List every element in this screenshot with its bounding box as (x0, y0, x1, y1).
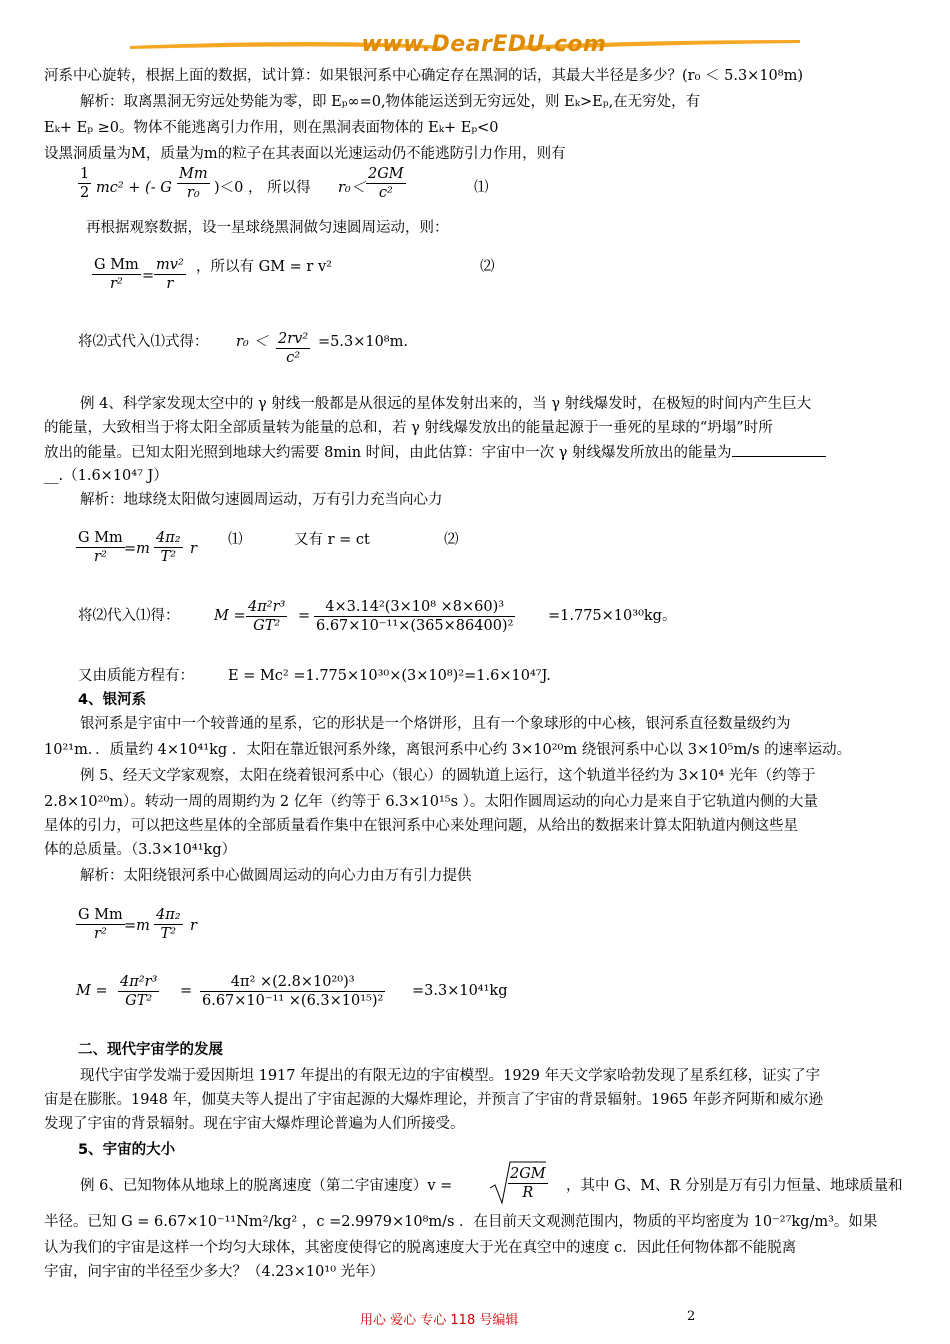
text-line: 发现了宇宙的背景辐射。现在宇宙大爆炸理论普遍为人们所接受。 (44, 1116, 465, 1132)
page-number: 2 (687, 1309, 696, 1324)
formula-part: M = (214, 608, 246, 624)
fraction: 2GM R (510, 1166, 546, 1201)
text-line: 半径。已知 G = 6.67×10⁻¹¹Nm²/kg² ，c =2.9979×10⁸m/s ．在目前天文观测范围内，物质的平均密度为 10⁻²⁷kg/m³。如果 (44, 1214, 878, 1230)
formula-part: r₀ ＜ (236, 334, 268, 350)
formula-part: =5.3×10⁸m. (318, 334, 408, 350)
text-line: 设黑洞质量为M，质量为m的粒子在其表面以光速运动仍不能逃防引力作用，则有 (44, 146, 566, 162)
text-line: 银河系是宇宙中一个较普通的星系，它的形状是一个烙饼形，且有一个象球形的中心核，银河系直径数量级约为 (80, 716, 791, 732)
text-line: 体的总质量。（3.3×10⁴¹kg） (44, 842, 237, 858)
formula-part: ，所以有 GM = r v² (196, 259, 332, 275)
formula-part: =m (124, 918, 150, 934)
formula-part: mc² + (- G (96, 180, 172, 196)
fraction: mv² r (156, 257, 184, 292)
fraction: 4π²r³ GT² (120, 974, 158, 1009)
formula-part: =3.3×10⁴¹kg (412, 983, 508, 999)
site-logo: www.DearEDU.com (361, 32, 607, 57)
answer-blank (732, 442, 826, 457)
text-line: Eₖ+ Eₚ ≥0。物体不能逃离引力作用，则在黑洞表面物体的 Eₖ+ Eₚ<0 (44, 120, 499, 136)
text-line: 解析：太阳绕银河系中心做圆周运动的向心力由万有引力提供 (80, 868, 472, 884)
text-line: 例 6、已知物体从地球上的脱离速度（第二宇宙速度）v = (80, 1178, 453, 1194)
fraction: 2rv² c² (278, 331, 309, 366)
formula-part: )＜0 ， 所以得 (214, 180, 311, 196)
formula-part: E = Mc² =1.775×10³⁰×(3×10⁸)²=1.6×10⁴⁷J. (228, 668, 551, 684)
fraction: 4π₂ T² (156, 907, 181, 942)
text-line: 又由质能方程有： (78, 668, 194, 684)
fraction: 4×3.14²(3×10⁸ ×8×60)³ 6.67×10⁻¹¹×(365×86400)² (316, 599, 514, 634)
text-line: 解析：地球绕太阳做匀速圆周运动，万有引力充当向心力 (80, 492, 443, 508)
text-line: 将⑵式代入⑴式得： (78, 334, 209, 350)
text-line: ，其中 G、M、R 分别是万有引力恒量、地球质量和 (566, 1178, 903, 1194)
fraction: 2GM c² (368, 166, 404, 201)
fraction: 4π² ×(2.8×10²⁰)³ 6.67×10⁻¹¹ ×(6.3×10¹⁵)² (202, 974, 384, 1009)
equation-tag: ⑴ (474, 180, 489, 196)
equation-tag: ⑵ (444, 532, 459, 548)
fraction: Mm r₀ (179, 166, 208, 201)
footer-text: 用心 爱心 专心 118 号编辑 (360, 1313, 519, 1328)
formula-part: r₀＜ (338, 180, 366, 196)
formula-part: = (142, 268, 155, 284)
formula-part: =m (124, 541, 150, 557)
formula-part: 又有 r = ct (294, 532, 370, 548)
formula-part: = (180, 983, 193, 999)
text-line: 的能量，大致相当于将太阳全部质量转为能量的总和，若 γ 射线爆发放出的能量起源于一垂死的星球的“坍塌”时所 (44, 420, 773, 436)
text-line: 放出的能量。已知太阳光照到地球大约需要 8min 时间，由此估算：宇宙中一次 γ 射线爆发所放出的能量为 (44, 442, 910, 463)
formula-part: M = (76, 983, 108, 999)
formula-part: = (298, 608, 311, 624)
section-heading: 5、宇宙的大小 (78, 1142, 176, 1158)
fraction: 4π²r³ GT² (248, 599, 286, 634)
text-line: 2.8×10²⁰m）。转动一周的周期约为 2 亿年（约等于 6.3×10¹⁵s ）。太阳作圆周运动的向心力是来自于它轨道内侧的大量 (44, 794, 818, 810)
text-line: __.（1.6×10⁴⁷ J） (44, 468, 168, 484)
fraction: G Mm r² (78, 907, 123, 942)
text-line: 例 5、经天文学家观察，太阳在绕着银河系中心（银心）的圆轨道上运行，这个轨道半径约为 3×10⁴ 光年（约等于 (80, 768, 816, 784)
text-line: 河系中心旋转，根据上面的数据，试计算：如果银河系中心确定存在黑洞的话，其最大半径是多少？(r₀ ＜ 5.3×10⁸m) (44, 68, 803, 84)
fraction: G Mm r² (94, 257, 139, 292)
text-line: 宙是在膨胀。1948 年，伽莫夫等人提出了宇宙起源的大爆炸理论，并预言了宇宙的背景辐射。1965 年彭齐阿斯和威尔逊 (44, 1092, 824, 1108)
text-line: 10²¹m．．质量约 4×10⁴¹kg ．太阳在靠近银河系外缘，离银河系中心约 3×10²⁰m 绕银河系中心以 3×10⁵m/s 的速率运动。 (44, 742, 852, 758)
text-line: 例 4、科学家发现太空中的 γ 射线一般都是从很远的星体发射出来的，当 γ 射线爆发时，在极短的时间内产生巨大 (80, 396, 812, 412)
formula-part: r (190, 918, 197, 934)
text-line: 将⑵代入⑴得： (78, 608, 180, 624)
text-line: 解析：取离黑洞无穷远处势能为零，即 Eₚ∞=0,物体能运送到无穷远处，则 Eₖ>Eₚ,在无穷处，有 (80, 94, 701, 110)
formula-part: r (190, 541, 197, 557)
fraction: 4π₂ T² (156, 530, 181, 565)
fraction: G Mm r² (78, 530, 123, 565)
text-line: 宇宙，问宇宙的半径至少多大？（4.23×10¹⁰ 光年） (44, 1264, 385, 1280)
text-line: 星体的引力，可以把这些星体的全部质量看作集中在银河系中心来处理问题，从给出的数据来计算太阳轨道内侧这些星 (44, 818, 798, 834)
section-heading: 4、银河系 (78, 692, 147, 708)
equation-tag: ⑵ (480, 259, 495, 275)
equation-tag: ⑴ (228, 532, 243, 548)
formula-part: =1.775×10³⁰kg。 (548, 608, 677, 624)
text-line: 认为我们的宇宙是这样一个均匀大球体，其密度使得它的脱离速度大于光在真空中的速度 c．因此任何物体都不能脱离 (44, 1240, 797, 1256)
text-line: 再根据观察数据，设一星球绕黑洞做匀速圆周运动，则： (86, 220, 449, 236)
section-heading: 二、现代宇宙学的发展 (78, 1042, 223, 1058)
fraction: 1 2 (80, 166, 90, 201)
text-line: 现代宇宙学发端于爱因斯坦 1917 年提出的有限无边的宇宙模型。1929 年天文学家哈勃发现了星系红移，证实了宇 (80, 1068, 821, 1084)
